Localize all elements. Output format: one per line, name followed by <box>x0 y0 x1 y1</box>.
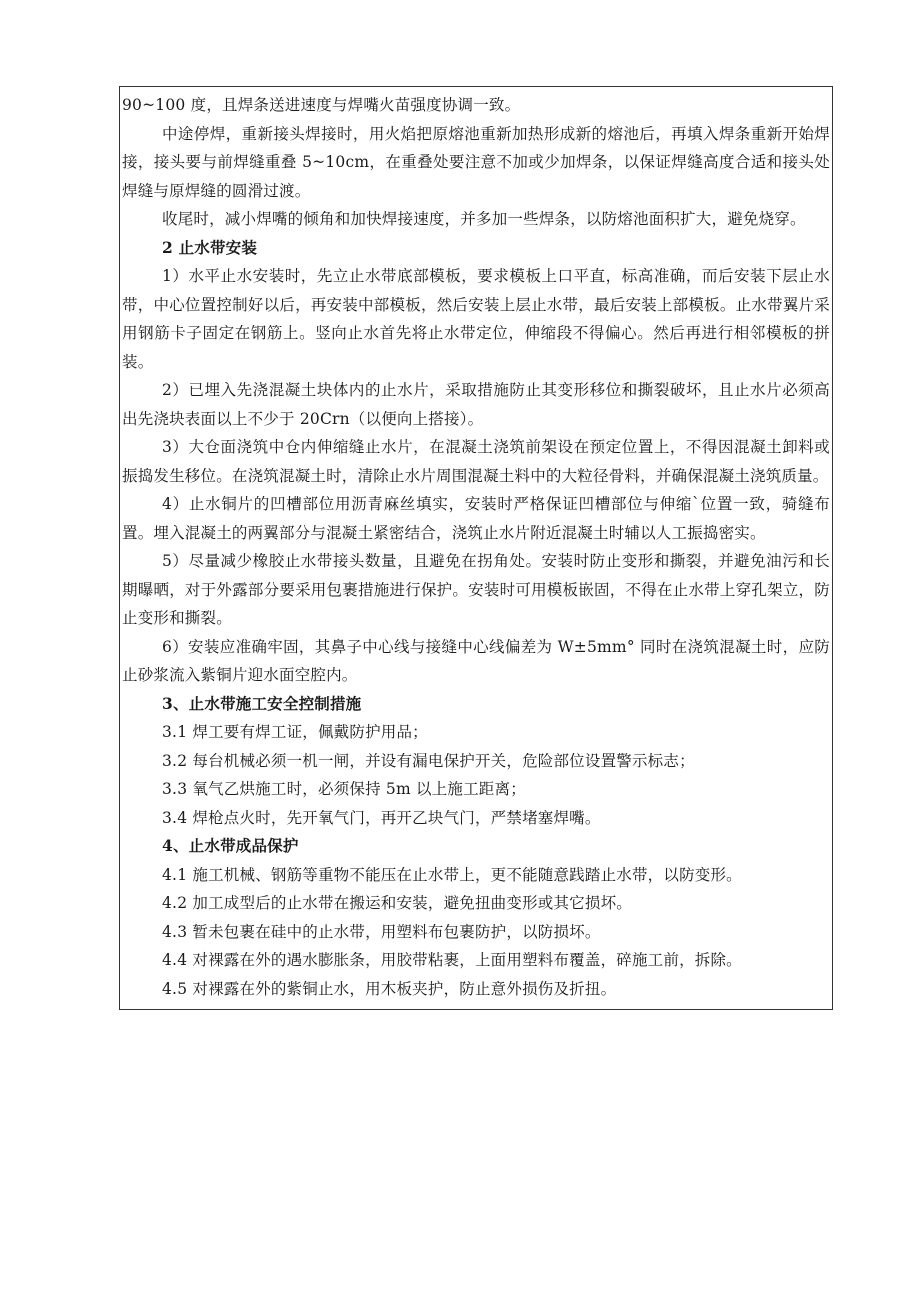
safety-item-3-3: 3.3 氧气乙烘施工时，必须保持 5m 以上施工距离； <box>162 780 526 798</box>
section-heading-waterstop-install: 2 止水带安装 <box>162 237 258 257</box>
document-table-cell <box>119 86 833 1010</box>
install-item-3: 3）大仓面浇筑中仓内伸缩缝止水片，在混凝土浇筑前架设在预定位置上，不得因混凝土卸料或振捣发生移位。在浇筑混凝土时，清除止水片周围混凝土料中的大粒径骨料，并确保混凝土浇筑质量。 <box>122 438 830 485</box>
paragraph-welding-angle: 90~100 度，且焊条送进速度与焊嘴火苗强度协调一致。 <box>122 96 521 114</box>
paragraph-weld-ending: 收尾时，减小焊嘴的倾角和加快焊接速度，并多加一些焊条，以防熔池面积扩大，避免烧穿。 <box>162 210 806 228</box>
protection-item-4-5: 4.5 对裸露在外的紫铜止水，用木板夹护，防止意外损伤及折扭。 <box>162 979 617 998</box>
section-heading-safety-measures: 3、止水带施工安全控制措施 <box>162 693 362 713</box>
safety-item-3-4: 3.4 焊枪点火时，先开氧气门，再开乙块气门，严禁堵塞焊嘴。 <box>162 808 601 827</box>
install-item-1: 1）水平止水安装时，先立止水带底部模板，要求模板上口平直，标高准确，而后安装下层止水带，中心位置控制好以后，再安装中部模板，然后安装上层止水带，最后安装上部模板。止水带翼片采用钢筋卡子固定在钢筋上。竖向止水首先将止水带定位，伸缩段不得偏心。然后再进行相邻模板的拼装。 <box>122 267 830 371</box>
install-item-2: 2）已埋入先浇混凝土块体内的止水片，采取措施防止其变形移位和撕裂破坏，且止水片必须高出先浇块表面以上不少于 20Crn（以便向上搭接）。 <box>122 381 830 428</box>
protection-item-4-2: 4.2 加工成型后的止水带在搬运和安装，避免扭曲变形或其它损坏。 <box>162 894 632 912</box>
protection-item-4-3: 4.3 暂未包裹在硅中的止水带，用塑料布包裹防护，以防损坏。 <box>162 922 601 941</box>
protection-item-4-4: 4.4 对裸露在外的遇水膨胀条，用胶带粘裹，上面用塑料布覆盖，碎施工前，拆除。 <box>162 951 742 969</box>
section-heading-product-protection: 4、止水带成品保护 <box>162 836 299 855</box>
safety-item-3-2: 3.2 每台机械必须一机一闸，并设有漏电保护开关，危险部位设置警示标志； <box>162 751 695 770</box>
install-item-6: 6）安装应准确牢固，其鼻子中心线与接缝中心线偏差为 W±5mm° 同时在浇筑混凝土时，应防止砂浆流入紫铜片迎水面空腔内。 <box>122 637 830 684</box>
install-item-5: 5）尽量减少橡胶止水带接头数量，且避免在拐角处。安装时防止变形和撕裂，并避免油污和长期曝晒，对于外露部分要采用包裹措施进行保护。安装时可用模板嵌固，不得在止水带上穿孔架立，防止变形和撕裂。 <box>122 552 830 627</box>
safety-item-3-1: 3.1 焊工要有焊工证，佩戴防护用品； <box>162 723 428 741</box>
install-item-4: 4）止水铜片的凹槽部位用沥青麻丝填实，安装时严格保证凹槽部位与伸缩`位置一致，骑缝布置。埋入混凝土的两翼部分与混凝土紧密结合，浇筑止水片附近混凝土时辅以人工振捣密实。 <box>122 495 830 542</box>
protection-item-4-1: 4.1 施工机械、钢筋等重物不能压在止水带上，更不能随意践踏止水带，以防变形。 <box>162 865 742 884</box>
paragraph-mid-weld-stop: 中途停焊，重新接头焊接时，用火焰把原熔池重新加热形成新的熔池后，再填入焊条重新开始焊接，接头要与前焊缝重叠 5~10cm，在重叠处要注意不加或少加焊条，以保证焊缝高度合适和接头处焊缝与原焊缝的圆滑过渡。 <box>122 124 830 200</box>
